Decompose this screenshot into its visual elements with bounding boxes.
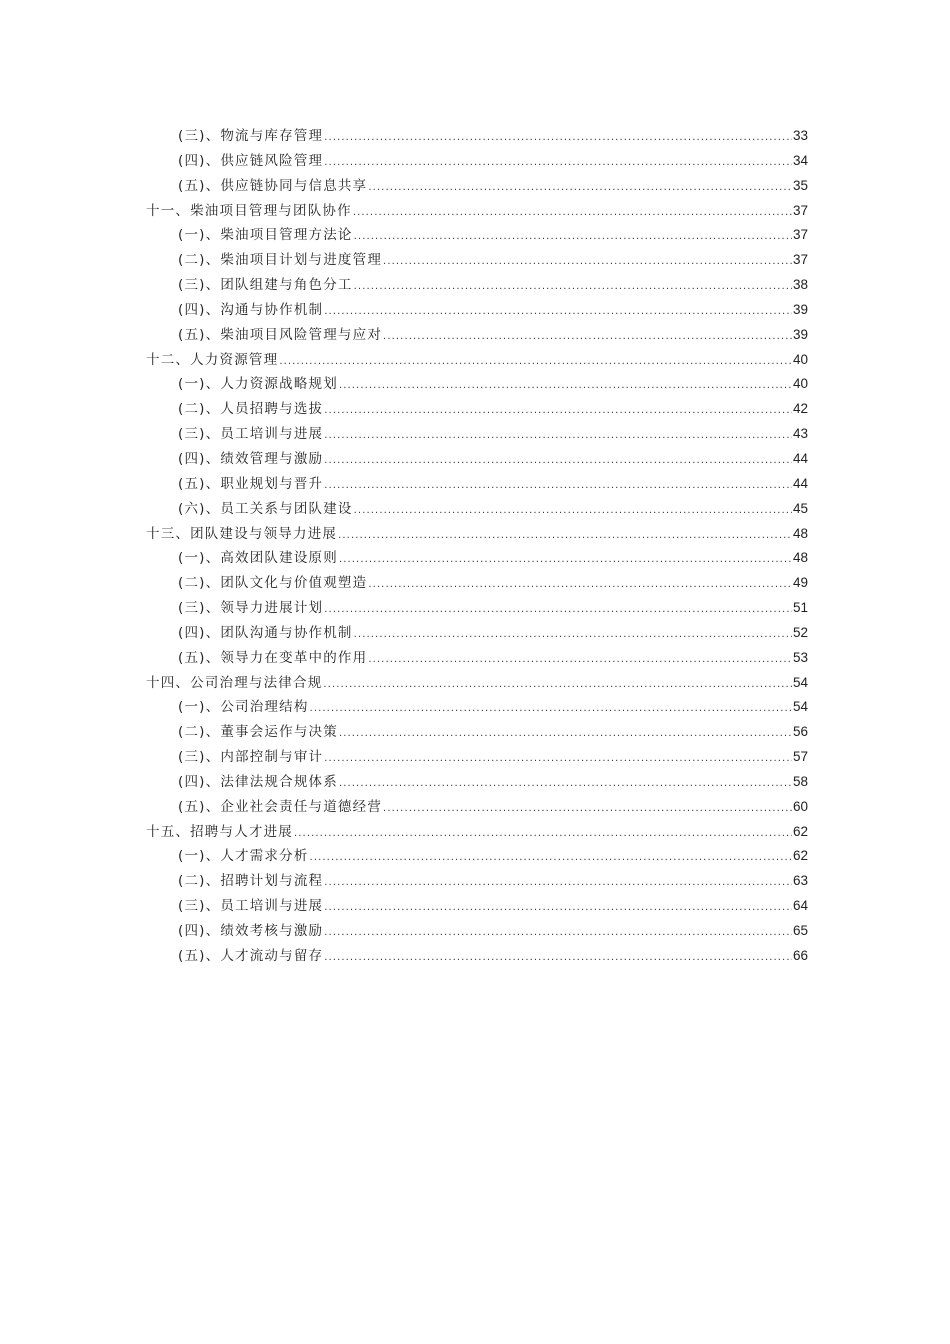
toc-dot-leader bbox=[324, 474, 792, 499]
toc-entry-page-number: 37 bbox=[792, 202, 808, 218]
toc-dot-leader bbox=[324, 399, 792, 424]
toc-entry-page-number: 37 bbox=[792, 227, 808, 243]
toc-dot-leader bbox=[354, 275, 792, 300]
toc-dot-leader bbox=[324, 946, 792, 971]
toc-entry-page-number: 43 bbox=[792, 426, 808, 442]
toc-entry-page-number: 56 bbox=[792, 724, 808, 740]
toc-entry-page-number: 39 bbox=[792, 301, 808, 317]
toc-dot-leader bbox=[368, 648, 792, 673]
toc-entry-page-number: 51 bbox=[792, 600, 808, 616]
toc-section-entry[interactable] bbox=[146, 472, 808, 497]
toc-entry-title: (六)、员工关系与团队建设 bbox=[178, 500, 353, 517]
toc-entry-title: (四)、绩效考核与激励 bbox=[178, 923, 324, 939]
toc-entry-page-number: 35 bbox=[792, 177, 808, 193]
toc-entry-title: (四)、绩效管理与激励 bbox=[178, 450, 324, 467]
toc-entry-page-number: 60 bbox=[792, 798, 808, 814]
toc-entry-title: (三)、团队组建与角色分工 bbox=[178, 277, 353, 294]
toc-dot-leader bbox=[310, 846, 792, 871]
toc-entry-title: (三)、内部控制与审计 bbox=[178, 749, 324, 766]
toc-entry-page-number: 44 bbox=[792, 450, 808, 466]
toc-entry-page-number: 66 bbox=[792, 947, 808, 963]
toc-section-entry[interactable] bbox=[146, 298, 808, 323]
toc-chapter-entry[interactable] bbox=[146, 671, 808, 696]
toc-entry-page-number: 39 bbox=[792, 326, 808, 342]
toc-entry-title: (五)、领导力在变革中的作用 bbox=[178, 649, 368, 666]
toc-entry-title: (三)、员工培训与进展 bbox=[178, 898, 324, 915]
toc-entry-title: (四)、沟通与协作机制 bbox=[178, 301, 324, 318]
toc-section-entry[interactable] bbox=[146, 596, 808, 621]
toc-dot-leader bbox=[368, 573, 792, 598]
toc-entry-page-number: 48 bbox=[792, 550, 808, 566]
toc-dot-leader bbox=[383, 325, 792, 350]
toc-dot-leader bbox=[324, 151, 792, 176]
toc-dot-leader bbox=[354, 499, 792, 524]
toc-dot-leader bbox=[339, 374, 792, 399]
toc-dot-leader bbox=[339, 772, 792, 797]
toc-dot-leader bbox=[323, 673, 792, 698]
toc-entry-page-number: 65 bbox=[792, 923, 808, 938]
toc-entry-title: (五)、人才流动与留存 bbox=[178, 947, 324, 964]
toc-dot-leader bbox=[338, 524, 792, 549]
toc-section-entry[interactable] bbox=[146, 919, 808, 944]
toc-entry-title: (三)、员工培训与进展 bbox=[178, 426, 324, 443]
toc-dot-leader bbox=[354, 623, 792, 648]
toc-dot-leader bbox=[324, 598, 792, 623]
toc-section-entry[interactable] bbox=[146, 397, 808, 422]
toc-section-entry[interactable] bbox=[146, 869, 808, 894]
toc-entry-title: 十三、团队建设与领导力进展 bbox=[146, 525, 338, 542]
toc-dot-leader bbox=[324, 871, 792, 896]
toc-entry-page-number: 40 bbox=[792, 376, 808, 392]
toc-entry-page-number: 49 bbox=[792, 575, 808, 591]
toc-dot-leader bbox=[339, 548, 792, 573]
toc-chapter-entry[interactable] bbox=[146, 820, 808, 845]
toc-section-entry[interactable] bbox=[146, 223, 808, 248]
toc-section-entry[interactable] bbox=[146, 944, 808, 969]
toc-dot-leader bbox=[324, 300, 792, 325]
toc-entry-title: (五)、企业社会责任与道德经营 bbox=[178, 798, 383, 815]
toc-section-entry[interactable] bbox=[146, 621, 808, 646]
toc-entry-title: (五)、职业规划与晋升 bbox=[178, 475, 324, 492]
toc-dot-leader bbox=[353, 201, 792, 226]
toc-dot-leader bbox=[383, 797, 792, 822]
toc-section-entry[interactable] bbox=[146, 745, 808, 770]
toc-section-entry[interactable] bbox=[146, 844, 808, 869]
toc-entry-page-number: 64 bbox=[792, 898, 808, 914]
table-of-contents bbox=[146, 124, 808, 969]
toc-entry-page-number: 34 bbox=[792, 152, 808, 168]
toc-entry-title: (二)、柴油项目计划与进度管理 bbox=[178, 252, 383, 269]
toc-entry-title: (二)、招聘计划与流程 bbox=[178, 873, 324, 890]
toc-entry-title: 十四、公司治理与法律合规 bbox=[146, 674, 323, 691]
toc-entry-title: 十一、柴油项目管理与团队协作 bbox=[146, 202, 352, 219]
toc-section-entry[interactable] bbox=[146, 273, 808, 298]
toc-dot-leader bbox=[324, 747, 792, 772]
toc-entry-page-number: 54 bbox=[792, 674, 808, 690]
toc-section-entry[interactable] bbox=[146, 720, 808, 745]
toc-section-entry[interactable] bbox=[146, 894, 808, 919]
toc-entry-page-number: 57 bbox=[792, 749, 808, 765]
toc-section-entry[interactable] bbox=[146, 571, 808, 596]
toc-entry-page-number: 58 bbox=[792, 773, 808, 789]
toc-chapter-entry[interactable] bbox=[146, 348, 808, 373]
toc-entry-title: (一)、高效团队建设原则 bbox=[178, 550, 338, 567]
toc-dot-leader bbox=[294, 822, 792, 847]
toc-entry-page-number: 63 bbox=[792, 873, 808, 889]
toc-dot-leader bbox=[324, 126, 792, 151]
toc-dot-leader bbox=[279, 350, 792, 375]
toc-section-entry[interactable] bbox=[146, 323, 808, 348]
toc-dot-leader bbox=[383, 250, 792, 275]
toc-entry-page-number: 44 bbox=[792, 475, 808, 491]
toc-section-entry[interactable] bbox=[146, 546, 808, 571]
toc-section-entry[interactable] bbox=[146, 174, 808, 199]
toc-entry-title: (一)、柴油项目管理方法论 bbox=[178, 227, 353, 244]
toc-entry-page-number: 45 bbox=[792, 500, 808, 516]
toc-dot-leader bbox=[324, 424, 792, 449]
toc-section-entry[interactable] bbox=[146, 646, 808, 671]
toc-entry-title: (三)、物流与库存管理 bbox=[178, 128, 324, 144]
toc-entry-page-number: 62 bbox=[792, 848, 808, 864]
toc-entry-title: (一)、人才需求分析 bbox=[178, 848, 309, 865]
toc-section-entry[interactable] bbox=[146, 695, 808, 720]
toc-dot-leader bbox=[354, 225, 792, 250]
toc-chapter-entry[interactable] bbox=[146, 199, 808, 224]
toc-entry-title: (二)、团队文化与价值观塑造 bbox=[178, 575, 368, 592]
toc-section-entry[interactable] bbox=[146, 422, 808, 447]
toc-entry-page-number: 62 bbox=[792, 823, 808, 839]
toc-section-entry[interactable] bbox=[146, 770, 808, 795]
toc-entry-title: (一)、人力资源战略规划 bbox=[178, 376, 338, 393]
toc-entry-title: (四)、供应链风险管理 bbox=[178, 152, 324, 169]
toc-entry-title: (四)、团队沟通与协作机制 bbox=[178, 624, 353, 641]
toc-entry-page-number: 53 bbox=[792, 649, 808, 665]
toc-dot-leader bbox=[310, 697, 792, 722]
toc-section-entry[interactable] bbox=[146, 447, 808, 472]
toc-entry-title: (二)、董事会运作与决策 bbox=[178, 724, 338, 741]
toc-section-entry[interactable] bbox=[146, 497, 808, 522]
toc-dot-leader bbox=[324, 896, 792, 921]
toc-dot-leader bbox=[324, 921, 792, 946]
toc-entry-title: (二)、人员招聘与选拔 bbox=[178, 401, 324, 418]
toc-entry-title: (四)、法律法规合规体系 bbox=[178, 773, 338, 790]
toc-section-entry[interactable] bbox=[146, 124, 808, 149]
toc-entry-page-number: 52 bbox=[792, 624, 808, 640]
toc-dot-leader bbox=[339, 722, 792, 747]
toc-entry-title: 十二、人力资源管理 bbox=[146, 351, 279, 368]
toc-dot-leader bbox=[368, 176, 792, 201]
toc-entry-page-number: 33 bbox=[792, 128, 808, 143]
toc-section-entry[interactable] bbox=[146, 248, 808, 273]
toc-section-entry[interactable] bbox=[146, 372, 808, 397]
toc-entry-page-number: 40 bbox=[792, 351, 808, 367]
toc-dot-leader bbox=[324, 449, 792, 474]
toc-section-entry[interactable] bbox=[146, 149, 808, 174]
toc-entry-title: (一)、公司治理结构 bbox=[178, 699, 309, 716]
toc-entry-title: (三)、领导力进展计划 bbox=[178, 600, 324, 617]
toc-entry-title: (五)、柴油项目风险管理与应对 bbox=[178, 326, 383, 343]
toc-entry-title: (五)、供应链协同与信息共享 bbox=[178, 177, 368, 194]
toc-chapter-entry[interactable] bbox=[146, 522, 808, 547]
toc-entry-page-number: 38 bbox=[792, 277, 808, 293]
toc-entry-page-number: 48 bbox=[792, 525, 808, 541]
toc-entry-page-number: 42 bbox=[792, 401, 808, 417]
toc-entry-page-number: 37 bbox=[792, 252, 808, 268]
toc-section-entry[interactable] bbox=[146, 795, 808, 820]
toc-entry-page-number: 54 bbox=[792, 699, 808, 715]
toc-entry-title: 十五、招聘与人才进展 bbox=[146, 823, 293, 840]
